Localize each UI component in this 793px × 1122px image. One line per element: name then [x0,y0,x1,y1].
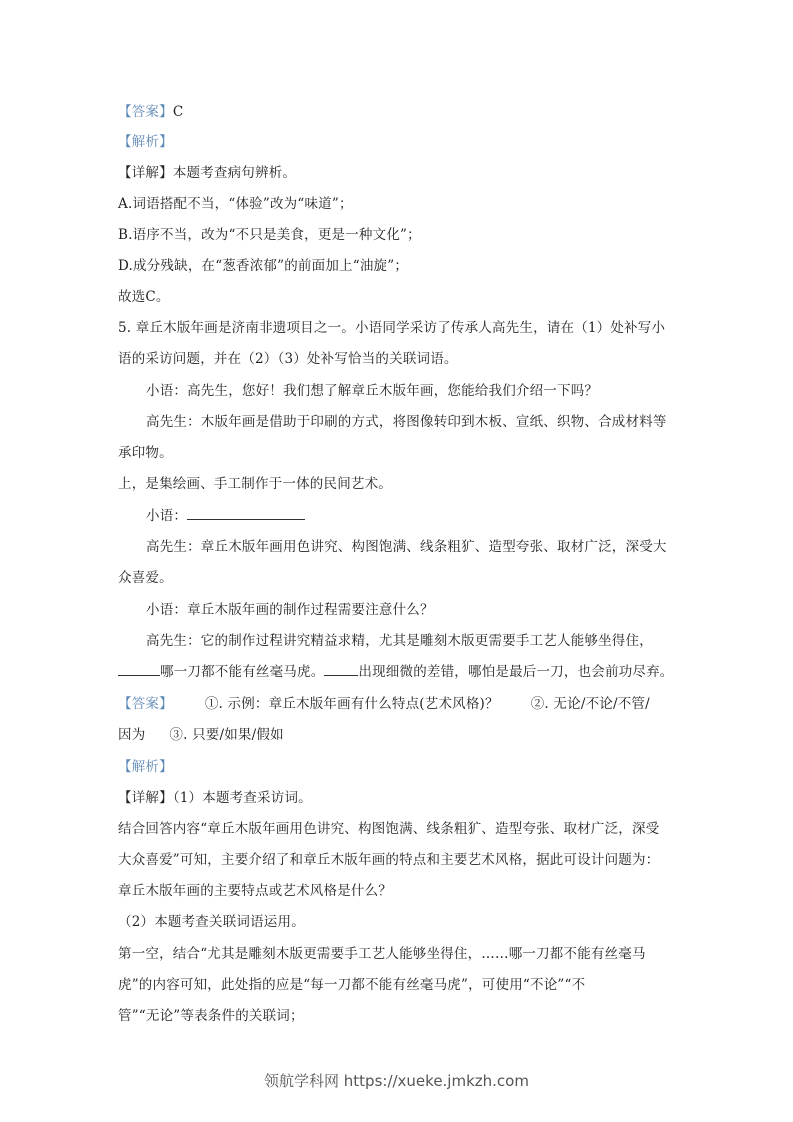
speaker-label: 小语： [146,508,188,524]
answer-label: 【答案】 [118,696,173,712]
detail-text: 本题考查病句辨析。 [172,165,297,181]
q4-option-d: D.成分残缺，在“葱香浓郁”的前面加上“油旋”； [118,258,409,274]
dialogue-line: 承印物。 [118,445,173,461]
answer-label: 【答案】 [118,104,173,120]
q5-stem-line-1: 5. 章丘木版年画是济南非遗项目之一。小语同学采访了传承人高先生，请在（1）处补写小 [118,320,666,336]
q4-option-b: B.语序不当，改为“不只是美食，更是一种文化”； [118,227,421,243]
explanation-line: 虎”的内容可知，此处指的应是“每一刀都不能有丝毫马虎”，可使用“不论”“不 [118,977,586,993]
q4-detail-line [118,164,296,182]
analysis-label: 【解析】 [118,759,173,775]
answer-2: ②. 无论/不论/不管/ [530,696,650,712]
footer-watermark: 领航学科网 https://xueke.jmkzh.com [264,1072,529,1090]
dialogue-line: 众喜爱。 [118,570,173,586]
detail-label: 【详解】 [118,790,173,806]
dialogue-line: 小语：章丘木版年画的制作过程需要注意什么？ [146,602,434,618]
dialogue-text: 出现细微的差错，哪怕是最后一刀，也会前功尽弃。 [358,664,674,680]
q5-answer-line [118,695,650,713]
dialogue-line-blank [118,507,305,525]
dialogue-line-blanks [118,663,674,681]
analysis-label: 【解析】 [118,134,173,150]
dialogue-line: 高先生：木版年画是借助于印刷的方式，将图像转印到木板、宣纸、织物、合成材料等 [146,414,667,430]
detail-label: 【详解】 [118,165,173,181]
blank-2-input[interactable] [118,663,160,676]
answer-value: C [172,104,184,120]
detail-text: （1）本题考查采访词。 [172,790,312,806]
explanation-line: 结合回答内容“章丘木版年画用色讲究、构图饱满、线条粗犷、造型夸张、取材广泛，深受 [118,821,660,837]
answer-3: ③. 只要/如果/假如 [169,727,284,743]
blank-3-input[interactable] [324,663,358,676]
dialogue-line: 小语：高先生，您好！我们想了解章丘木版年画，您能给我们介绍一下吗？ [146,383,599,399]
q5-detail-line [118,789,312,807]
answer-1: ①. 示例：章丘木版年画有什么特点(艺术风格)？ [204,696,499,712]
dialogue-line: 上，是集绘画、手工制作于一体的民间艺术。 [118,476,392,492]
explanation-line: 管”“无论”等表条件的关联词； [118,1008,304,1024]
dialogue-text: 哪一刀都不能有丝毫马虎。 [160,664,325,680]
explanation-line: （2）本题考查关联词语运用。 [118,914,305,930]
blank-1-input[interactable] [187,507,305,520]
q4-conclusion: 故选C。 [118,289,170,305]
dialogue-line: 高先生：章丘木版年画用色讲究、构图饱满、线条粗犷、造型夸张、取材广泛，深受大 [146,539,667,555]
q4-option-a: A.词语搭配不当，“体验”改为“味道”； [118,196,353,212]
answer-2-cont: 因为 [118,727,146,743]
explanation-line: 第一空，结合“尤其是雕刻木版更需要手工艺人能够坐得住，……哪一刀都不能有丝毫马 [118,946,646,962]
explanation-line: 大众喜爱”可知，主要介绍了和章丘木版年画的特点和主要艺术风格，据此可设计问题为： [118,852,660,868]
q4-answer-line [118,103,183,121]
dialogue-line: 高先生：它的制作过程讲究精益求精，尤其是雕刻木版更需要手工艺人能够坐得住， [146,633,653,649]
q5-stem-line-2: 语的采访问题，并在（2）（3）处补写恰当的关联词语。 [118,351,458,367]
explanation-line: 章丘木版年画的主要特点或艺术风格是什么？ [118,883,392,899]
q5-answer-line-2 [118,726,284,744]
